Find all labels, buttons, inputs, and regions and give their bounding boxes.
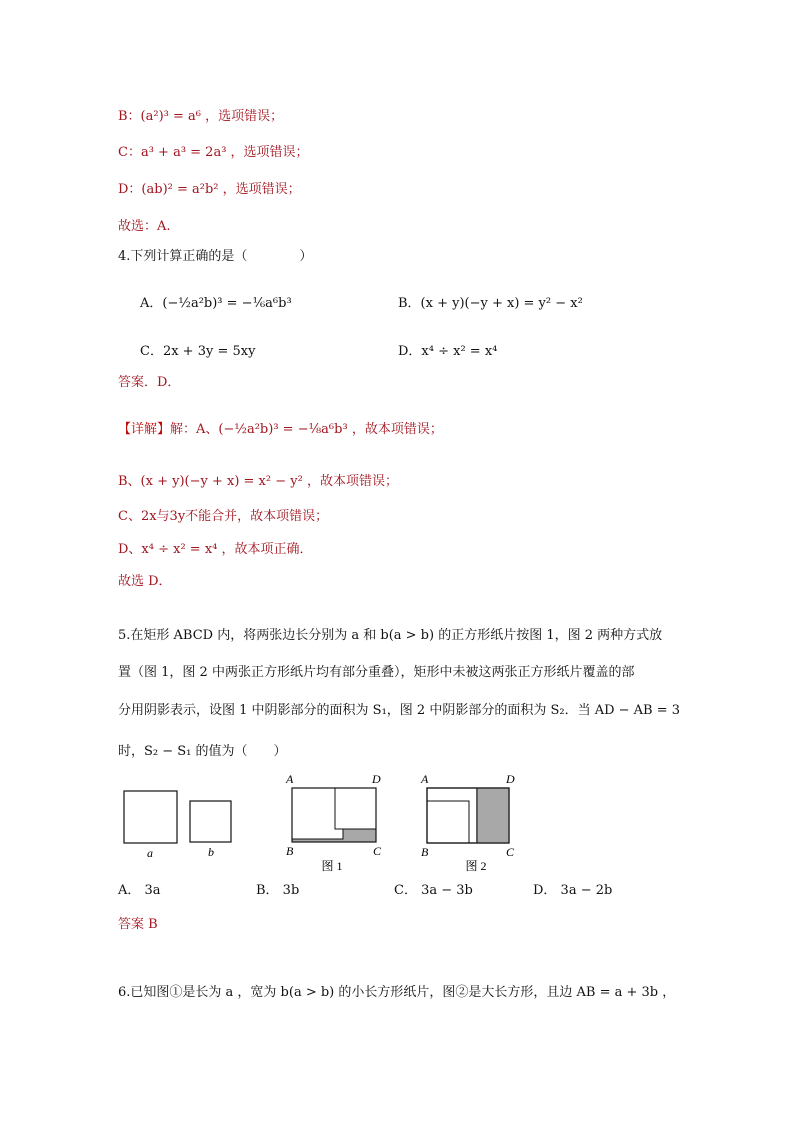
square-b [190, 801, 231, 842]
label-a: a [147, 846, 153, 860]
q4-detail-b: B、(x + y)(−y + x) = x² − y² ，故本项错误； [118, 474, 398, 489]
fig2-A: A [421, 772, 429, 786]
q4-detail-d: D、x⁴ ÷ x² = x⁴ ，故本项正确． [118, 542, 313, 557]
fig2-D: D [506, 772, 515, 786]
fig2-caption: 图 2 [465, 859, 487, 873]
q4-option-a: A．(−½a²b)³ = −⅙a⁶b³ [140, 296, 292, 311]
fig2-shaded [476, 788, 509, 843]
answer-conclusion: 故选：A. [118, 219, 171, 234]
q5-line-4: 时，S₂ − S₁ 的值为（ ） [118, 744, 287, 759]
q5-line-3: 分用阴影表示，设图 1 中阴影部分的面积为 S₁，图 2 中阴影部分的面积为 S₂．当 AD − AB = 3 [118, 703, 681, 718]
q4-detail-c: C、2x与3y不能合并，故本项错误； [118, 509, 329, 524]
fig1-B: B [286, 844, 294, 858]
q4-option-b: B．(x + y)(−y + x) = y² − x² [398, 296, 583, 311]
answer-line-d: D：(ab)² = a²b² ，选项错误； [118, 182, 301, 197]
fig2-C: C [506, 845, 515, 859]
q5-figure [110, 768, 530, 878]
q5-option-b: B． 3b [256, 883, 300, 898]
q5-line-1: 5.在矩形 ABCD 内，将两张边长分别为 a 和 b(a > b) 的正方形纸片按图 1，图 2 两种方式放 [118, 628, 663, 643]
figure-1 [285, 772, 382, 873]
detail-a-text: 解：A、(−½a²b)³ = −⅛a⁶b³ ，故本项错误； [170, 422, 443, 437]
figure-2 [420, 772, 515, 873]
q5-option-a: A． 3a [118, 883, 161, 898]
fig1-D: D [372, 772, 381, 786]
q6-line-1: 6.已知图①是长为 a ，宽为 b(a > b) 的小长方形纸片，图②是大长方形，且边 AB = a + 3b ， [118, 985, 676, 1000]
label-b: b [208, 845, 214, 859]
answer-line-c: C：a³ + a³ = 2a³ ，选项错误； [118, 145, 309, 160]
q5-answer: 答案 B [118, 917, 158, 932]
fig1-A: A [286, 772, 294, 786]
q4-conclusion: 故选 D． [118, 574, 172, 589]
q4-stem: 4.下列计算正确的是（ ） [118, 249, 313, 264]
q4-detail-a [118, 421, 443, 439]
q5-option-d: D． 3a − 2b [533, 883, 613, 898]
q5-option-c: C． 3a − 3b [394, 883, 473, 898]
fig1-square-b [335, 788, 376, 829]
fig1-caption: 图 1 [321, 859, 343, 873]
q4-option-d: D．x⁴ ÷ x² = x⁴ [398, 344, 498, 359]
q4-option-c: C．2x + 3y = 5xy [140, 344, 256, 359]
q4-answer: 答案．D． [118, 375, 181, 390]
square-a [124, 791, 177, 843]
detail-tag: 【详解】 [118, 422, 171, 437]
fig2-B: B [421, 845, 429, 859]
fig1-C: C [373, 844, 382, 858]
answer-line-b: B：(a²)³ = a⁶ ，选项错误； [118, 109, 284, 124]
q5-line-2: 置（图 1，图 2 中两张正方形纸片均有部分重叠），矩形中未被这两张正方形纸片覆盖的部 [118, 665, 635, 680]
